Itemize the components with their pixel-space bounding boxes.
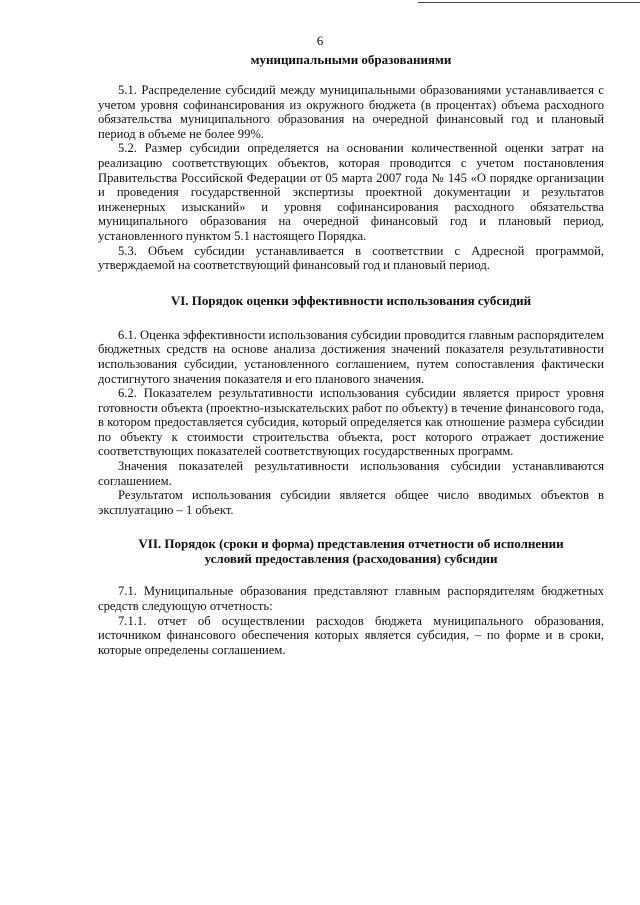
- paragraph-5-1: 5.1. Распределение субсидий между муниципальными образованиями устанавливается с учетом уровня софинансирования из окружного бюджета (в процентах) объема расходного обязательства муниципального образования на очередной финансовый год и плановый период в объеме не более 99%.: [98, 83, 604, 141]
- section-5: [98, 83, 604, 273]
- paragraph-6-1: 6.1. Оценка эффективности использования субсидии проводится главным распорядителем бюджетных средств на основе анализа достижения значений показателя результативности использования субсидии, установленного соглашением, путем сопоставления фактически достигнутого значения показателя и его планового значения.: [98, 327, 604, 386]
- continued-section-title: муниципальными образованиями: [250, 52, 452, 67]
- page-number: 6: [316, 33, 324, 48]
- paragraph-5-2: 5.2. Размер субсидии определяется на основании количественной оценки затрат на реализацию соответствующих объектов, которая проводится с учетом постановления Правительства Российской Федерации от 05 марта 2007 года № 145 «О порядке организации и проведения государственной экспертизы проектной документации и результатов инженерных изысканий» и уровня софинансирования расходного обязательства муниципального образования на очередной финансовый год и плановый период, установленного пунктом 5.1 настоящего Порядка.: [98, 141, 604, 243]
- section-7: [98, 584, 604, 657]
- document-body: [98, 52, 604, 657]
- section-7-title-line-2: условий предоставления (расходования) субсидии: [204, 551, 498, 567]
- section-7-title: [98, 536, 604, 566]
- paragraph-5-3: 5.3. Объем субсидии устанавливается в соответствии с Адресной программой, утверждаемой на соответствующий финансовый год и плановый период.: [98, 243, 604, 273]
- scan-edge-line: [418, 2, 640, 3]
- paragraph-7-1-1: 7.1.1. отчет об осуществлении расходов бюджета муниципального образования, источником финансового обеспечения которых является субсидия, – по форме и в сроки, которые определены соглашением.: [98, 613, 604, 657]
- section-6: [98, 328, 604, 518]
- section-7-title-line-1: VII. Порядок (сроки и форма) представления отчетности об исполнении: [138, 536, 564, 552]
- section-6-title: VI. Порядок оценки эффективности использования субсидий: [170, 292, 532, 308]
- paragraph-6-2-result: Результатом использования субсидии является общее число вводимых объектов в эксплуатацию – 1 объект.: [98, 488, 604, 517]
- paragraph-6-2: 6.2. Показателем результативности использования субсидии является прирост уровня готовности объекта (проектно-изыскательских работ по объекту) в течение финансового года, в котором предоставляется субсидия, который определяется как отношение размера субсидии по объекту к стоимости строительства объекта, рост которого отражает достижение соответствующих показателей соответствующих государственных программ.: [98, 386, 604, 459]
- paragraph-7-1: 7.1. Муниципальные образования представляют главным распорядителям бюджетных средств следующую отчетность:: [98, 584, 604, 614]
- paragraph-6-2-values: Значения показателей результативности использования субсидии устанавливаются соглашением.: [98, 459, 604, 488]
